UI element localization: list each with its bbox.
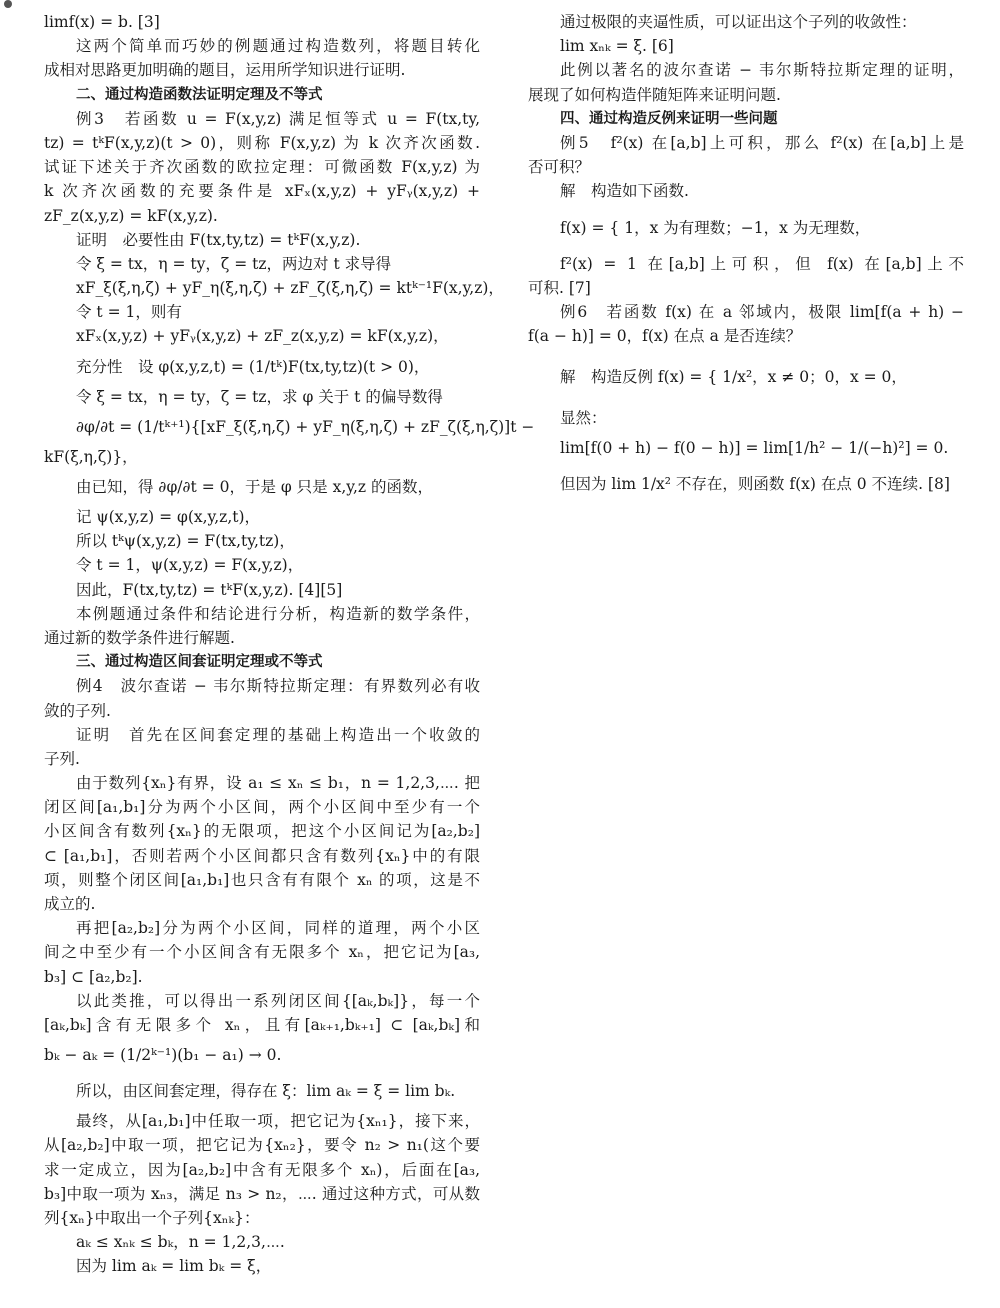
text-line: aₖ ≤ xₙₖ ≤ bₖ，n = 1,2,3,⋯. [76,1233,285,1252]
text-line: 由已知，得 ∂φ/∂t = 0，于是 φ 只是 x,y,z 的函数， [76,478,433,496]
text-line: 解 构造如下函数. [560,182,689,201]
text-line: kF(ξ,η,ζ)}， [44,447,138,466]
text-line: 证明 首先在区间套定理的基础上构造出一个收敛的 [76,725,480,744]
text-line: 小区间含有数列{xₙ}的无限项，把这个小区间记为[a₂,b₂] [44,822,480,841]
text-line: 成相对思路更加明确的题目，运用所学知识进行证明. [44,61,406,80]
text-line: f(x) = { 1，x 为有理数；−1，x 为无理数， [560,218,871,237]
text-line: 解 构造反例 f(x) = { 1/x²，x ≠ 0；0，x = 0， [560,368,907,387]
section-heading: 四、通过构造反例来证明一些问题 [560,110,778,127]
text-line: 因为 lim aₖ = lim bₖ = ξ， [76,1257,272,1276]
text-line: ∂φ/∂t = (1/tᵏ⁺¹){[xF_ξ(ξ,η,ζ) + yF_η(ξ,η,ζ) + zF_ζ(ξ,η,ζ)]t − [76,417,535,436]
text-line: 显然： [560,409,607,428]
text-line: 通过新的数学条件进行解题. [44,628,235,647]
text-line: 但因为 lim 1/x² 不存在，则函数 f(x) 在点 0 不连续. [8] [560,475,950,494]
text-line: 令 ξ = tx，η = ty，ζ = tz，两边对 t 求导得 [76,254,392,273]
text-line: b₃]中取一项为 xₙ₃，满足 n₃ > n₂，⋯. 通过这种方式，可从数 [44,1184,480,1203]
text-line: limf(x) = b. [3] [44,13,160,31]
text-line: 令 t = 1，ψ(x,y,z) = F(x,y,z)， [76,556,304,575]
text-line: 例4 波尔查诺 − 韦尔斯特拉斯定理：有界数列必有收 [76,677,480,696]
text-line: 例3 若函数 u = F(x,y,z) 满足恒等式 u = F(tx,ty, [76,109,480,128]
text-line: bₖ − aₖ = (1/2ᵏ⁻¹)(b₁ − a₁) → 0. [44,1046,282,1065]
text-line: 再把[a₂,b₂]分为两个小区间，同样的道理，两个小区 [76,919,480,938]
text-line: tz) = tᵏF(x,y,z)(t > 0)，则称 F(x,y,z) 为 k 次齐次函数. [44,133,480,152]
text-line: 最终，从[a₁,b₁]中任取一项，把它记为{xₙ₁}，接下来， [76,1112,480,1131]
text-line: xF_ξ(ξ,η,ζ) + yF_η(ξ,η,ζ) + zF_ζ(ξ,η,ζ) = ktᵏ⁻¹F(x,y,z)， [76,279,504,298]
section-heading: 三、通过构造区间套证明定理或不等式 [76,654,323,671]
text-line: lim[f(0 + h) − f(0 − h)] = lim[1/h² − 1/(−h)²] = 0. [560,439,949,458]
text-line: 子列. [44,749,80,768]
text-line: 列{xₙ}中取出一个子列{xₙₖ}： [44,1208,260,1227]
text-line: ⊂ [a₁,b₁]，否则若两个小区间都只含有数列{xₙ}中的有限 [44,846,480,865]
text-line: 这两个简单而巧妙的例题通过构造数列，将题目转化 [76,37,480,56]
text-line: 例6 若函数 f(x) 在 a 邻域内，极限 lim[f(a + h) − [560,302,964,321]
text-line: 由于数列{xₙ}有界，设 a₁ ≤ xₙ ≤ b₁，n = 1,2,3,⋯. 把 [76,774,480,793]
text-line: 以此类推，可以得出一系列闭区间{[aₖ,bₖ]}，每一个 [76,991,480,1010]
text-line: 令 t = 1，则有 [76,303,182,322]
text-line: 展现了如何构造伴随矩阵来证明问题. [528,85,781,104]
text-line: 可积. [7] [528,278,591,297]
text-line: lim xₙₖ = ξ. [6] [560,37,674,56]
text-line: 求一定成立，因为[a₂,b₂]中含有无限多个 xₙ)，后面在[a₃, [44,1160,480,1179]
left-column [44,10,535,1278]
text-line: 间之中至少有一个小区间含有无限多个 xₙ，把它记为[a₃, [44,943,480,962]
text-line: k 次齐次函数的充要条件是 xFₓ(x,y,z) + yFᵧ(x,y,z) + [44,182,480,201]
text-line: [aₖ,bₖ]含有无限多个 xₙ，且有[aₖ₊₁,bₖ₊₁] ⊂ [aₖ,bₖ]和 [44,1015,480,1034]
text-line: 令 ξ = tx，η = ty，ζ = tz，求 φ 关于 t 的偏导数得 [76,387,443,406]
text-line: 所以，由区间套定理，得存在 ξ：lim aₖ = ξ = lim bₖ. [76,1082,456,1101]
text-line: 记 ψ(x,y,z) = φ(x,y,z,t)， [76,508,261,526]
text-line: 试证下述关于齐次函数的欧拉定理：可微函数 F(x,y,z) 为 [44,158,480,177]
text-line: 成立的. [44,895,96,913]
text-line: b₃] ⊂ [a₂,b₂]. [44,967,143,986]
text-line: 通过极限的夹逼性质，可以证出这个子列的收敛性： [560,13,917,31]
text-line: 证明 必要性由 F(tx,ty,tz) = tᵏF(x,y,z). [76,230,361,249]
text-line: zF_z(x,y,z) = kF(x,y,z). [44,206,218,225]
text-line: 例5 f²(x) 在[a,b]上可积，那么 f²(x) 在[a,b]上是 [560,133,964,152]
right-column [528,10,964,502]
text-line: xFₓ(x,y,z) + yFᵧ(x,y,z) + zF_z(x,y,z) = kF(x,y,z)， [76,327,449,346]
text-line: f(a − h)] = 0，f(x) 在点 a 是否连续？ [528,327,802,346]
text-line: 因此，F(tx,ty,tz) = tᵏF(x,y,z). [4][5] [76,580,343,599]
text-line: 所以 tᵏψ(x,y,z) = F(tx,ty,tz)， [76,532,295,551]
corner-dot [4,0,12,8]
text-line: 从[a₂,b₂]中取一项，把它记为{xₙ₂}，要令 n₂ > n₁(这个要 [44,1136,480,1155]
text-line: 闭区间[a₁,b₁]分为两个小区间，两个小区间中至少有一个 [44,798,480,817]
section-heading: 二、通过构造函数法证明定理及不等式 [76,86,323,103]
text-line: 项，则整个闭区间[a₁,b₁]也只含有有限个 xₙ 的项，这是不 [44,870,480,889]
text-line: 否可积？ [528,158,591,177]
text-line: f²(x) = 1 在[a,b]上可积，但 f(x) 在[a,b]上不 [560,254,964,273]
text-line: 此例以著名的波尔查诺 − 韦尔斯特拉斯定理的证明， [560,61,964,80]
text-line: 充分性 设 φ(x,y,z,t) = (1/tᵏ)F(tx,ty,tz)(t > 0)， [76,357,430,376]
text-line: 敛的子列. [44,701,111,720]
text-line: 本例题通过条件和结论进行分析，构造新的数学条件， [76,604,480,623]
